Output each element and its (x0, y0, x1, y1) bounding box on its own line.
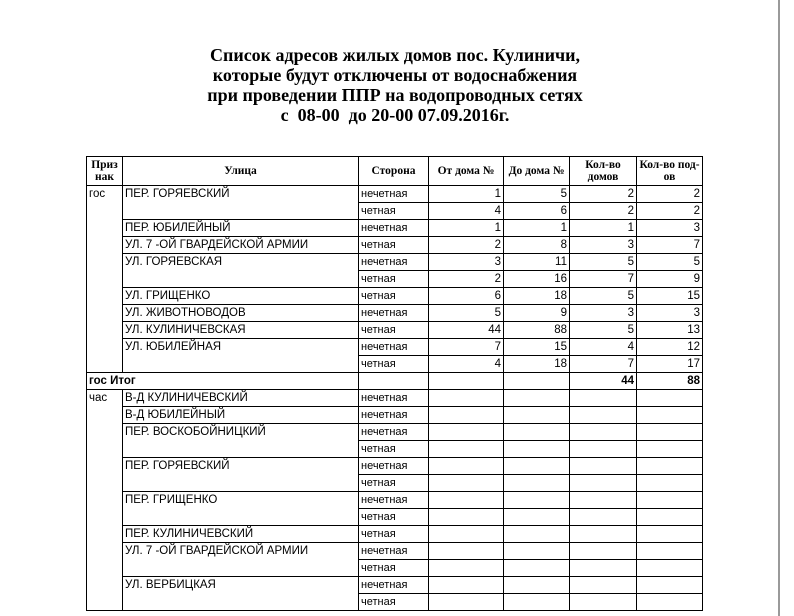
from-house-cell (429, 543, 504, 560)
gos-section (87, 186, 703, 373)
from-house-cell: 6 (429, 288, 504, 305)
houses-count-cell (570, 526, 637, 543)
table-row (87, 220, 703, 237)
entrances-count-cell (637, 475, 703, 492)
gos-total-row (87, 373, 703, 390)
side-cell: четная (359, 203, 429, 220)
street-name: УЛ. ГОРЯЕВСКАЯ (123, 254, 359, 288)
to-house-cell: 1 (504, 220, 570, 237)
from-house-cell: 4 (429, 203, 504, 220)
to-house-cell (504, 543, 570, 560)
side-cell: четная (359, 356, 429, 373)
houses-count-cell: 2 (570, 203, 637, 220)
entrances-count-cell (637, 492, 703, 509)
to-house-cell (504, 509, 570, 526)
entrances-count-cell (637, 458, 703, 475)
table-row (87, 492, 703, 509)
street-name: УЛ. ГРИЩЕНКО (123, 288, 359, 305)
table-row (87, 526, 703, 543)
from-house-cell: 2 (429, 271, 504, 288)
to-house-cell (504, 526, 570, 543)
table-row (87, 254, 703, 271)
table-cell (359, 373, 429, 390)
table-cell (504, 373, 570, 390)
header-row (87, 157, 703, 186)
side-cell: четная (359, 237, 429, 254)
side-cell: нечетная (359, 458, 429, 475)
houses-count-cell: 3 (570, 305, 637, 322)
to-house-cell: 18 (504, 356, 570, 373)
from-house-cell: 44 (429, 322, 504, 339)
street-name: УЛ. КУЛИНИЧЕВСКАЯ (123, 322, 359, 339)
to-house-cell (504, 441, 570, 458)
entrances-count-cell: 9 (637, 271, 703, 288)
from-house-cell (429, 577, 504, 594)
to-house-cell (504, 390, 570, 407)
entrances-count-cell (637, 407, 703, 424)
from-house-cell (429, 458, 504, 475)
entrances-count-cell (637, 509, 703, 526)
to-house-cell: 11 (504, 254, 570, 271)
col-header-from: От дома № (429, 157, 504, 186)
side-cell: нечетная (359, 254, 429, 271)
side-cell: четная (359, 509, 429, 526)
side-cell: четная (359, 288, 429, 305)
title-line-4: с 08-00 до 20-00 07.09.2016г. (280, 105, 510, 125)
street-name: УЛ. 7 -ОЙ ГВАРДЕЙСКОЙ АРМИИ (123, 543, 359, 577)
table-row (87, 322, 703, 339)
col-header-to: До дома № (504, 157, 570, 186)
gos-total-section (87, 373, 703, 390)
col-header-entrances: Кол-во под-ов (637, 157, 703, 186)
side-cell: нечетная (359, 424, 429, 441)
side-cell: нечетная (359, 407, 429, 424)
side-cell: нечетная (359, 492, 429, 509)
table-row (87, 543, 703, 560)
houses-count-cell: 4 (570, 339, 637, 356)
col-header-street: Улица (123, 157, 359, 186)
from-house-cell: 1 (429, 220, 504, 237)
side-cell: четная (359, 560, 429, 577)
gos-total-houses: 44 (570, 373, 637, 390)
title-line-3: при проведении ППР на водопроводных сетях (207, 85, 583, 105)
from-house-cell: 2 (429, 237, 504, 254)
entrances-count-cell: 3 (637, 220, 703, 237)
to-house-cell: 6 (504, 203, 570, 220)
side-cell: нечетная (359, 390, 429, 407)
houses-count-cell (570, 509, 637, 526)
entrances-count-cell: 12 (637, 339, 703, 356)
table-row (87, 390, 703, 407)
from-house-cell (429, 526, 504, 543)
from-house-cell (429, 441, 504, 458)
from-house-cell (429, 560, 504, 577)
table-row (87, 458, 703, 475)
to-house-cell (504, 594, 570, 611)
from-house-cell (429, 509, 504, 526)
to-house-cell: 9 (504, 305, 570, 322)
to-house-cell: 5 (504, 186, 570, 203)
houses-count-cell (570, 560, 637, 577)
from-house-cell: 3 (429, 254, 504, 271)
street-name: В-Д КУЛИНИЧЕВСКИЙ (123, 390, 359, 407)
entrances-count-cell: 5 (637, 254, 703, 271)
to-house-cell (504, 492, 570, 509)
houses-count-cell: 1 (570, 220, 637, 237)
side-cell: четная (359, 441, 429, 458)
street-name: ПЕР. ГОРЯЕВСКИЙ (123, 458, 359, 492)
houses-count-cell: 7 (570, 271, 637, 288)
houses-count-cell (570, 390, 637, 407)
side-cell: нечетная (359, 543, 429, 560)
document-title (0, 45, 790, 125)
street-name: ПЕР. ЮБИЛЕЙНЫЙ (123, 220, 359, 237)
from-house-cell (429, 475, 504, 492)
street-name: ПЕР. КУЛИНИЧЕВСКИЙ (123, 526, 359, 543)
gos-total-label: гос Итог (87, 373, 359, 390)
chas-section (87, 390, 703, 611)
side-cell: нечетная (359, 577, 429, 594)
table-row (87, 424, 703, 441)
to-house-cell: 8 (504, 237, 570, 254)
from-house-cell (429, 390, 504, 407)
entrances-count-cell (637, 594, 703, 611)
entrances-count-cell: 7 (637, 237, 703, 254)
table-row (87, 305, 703, 322)
street-name: УЛ. ЖИВОТНОВОДОВ (123, 305, 359, 322)
houses-count-cell: 7 (570, 356, 637, 373)
side-cell: нечетная (359, 186, 429, 203)
houses-count-cell (570, 543, 637, 560)
entrances-count-cell (637, 424, 703, 441)
houses-count-cell (570, 577, 637, 594)
street-name: ПЕР. ГРИЩЕНКО (123, 492, 359, 526)
side-cell: нечетная (359, 339, 429, 356)
to-house-cell (504, 475, 570, 492)
table-row (87, 577, 703, 594)
entrances-count-cell: 13 (637, 322, 703, 339)
title-line-2: которые будут отключены от водоснабжения (212, 65, 578, 85)
street-name: ПЕР. ГОРЯЕВСКИЙ (123, 186, 359, 220)
to-house-cell: 15 (504, 339, 570, 356)
street-name: В-Д ЮБИЛЕЙНЫЙ (123, 407, 359, 424)
to-house-cell: 18 (504, 288, 570, 305)
from-house-cell: 4 (429, 356, 504, 373)
entrances-count-cell (637, 543, 703, 560)
col-header-houses: Кол-во домов (570, 157, 637, 186)
priznak-cell: час (87, 390, 123, 611)
table-row (87, 288, 703, 305)
to-house-cell (504, 458, 570, 475)
gos-total-entrances: 88 (637, 373, 703, 390)
to-house-cell (504, 424, 570, 441)
title-line-1: Список адресов жилых домов пос. Кулиничи, (209, 45, 581, 65)
houses-count-cell (570, 594, 637, 611)
street-name: УЛ. 7 -ОЙ ГВАРДЕЙСКОЙ АРМИИ (123, 237, 359, 254)
houses-count-cell (570, 475, 637, 492)
to-house-cell (504, 577, 570, 594)
houses-count-cell (570, 424, 637, 441)
entrances-count-cell (637, 560, 703, 577)
entrances-count-cell: 15 (637, 288, 703, 305)
table-row (87, 237, 703, 254)
table-row (87, 186, 703, 203)
houses-count-cell: 3 (570, 237, 637, 254)
from-house-cell (429, 492, 504, 509)
table-row (87, 407, 703, 424)
side-cell: четная (359, 526, 429, 543)
table-cell (429, 373, 504, 390)
from-house-cell: 7 (429, 339, 504, 356)
col-header-side: Сторона (359, 157, 429, 186)
to-house-cell (504, 407, 570, 424)
col-header-priznak: Приз нак (87, 157, 123, 186)
to-house-cell: 88 (504, 322, 570, 339)
houses-count-cell: 5 (570, 322, 637, 339)
houses-count-cell: 2 (570, 186, 637, 203)
entrances-count-cell: 3 (637, 305, 703, 322)
entrances-count-cell (637, 526, 703, 543)
side-cell: нечетная (359, 305, 429, 322)
from-house-cell: 5 (429, 305, 504, 322)
houses-count-cell (570, 492, 637, 509)
entrances-count-cell: 2 (637, 203, 703, 220)
to-house-cell (504, 560, 570, 577)
houses-count-cell (570, 458, 637, 475)
side-cell: четная (359, 271, 429, 288)
street-name: УЛ. ЮБИЛЕЙНАЯ (123, 339, 359, 373)
houses-count-cell: 5 (570, 254, 637, 271)
houses-count-cell (570, 441, 637, 458)
address-table (86, 156, 703, 611)
entrances-count-cell (637, 577, 703, 594)
entrances-count-cell: 17 (637, 356, 703, 373)
houses-count-cell (570, 407, 637, 424)
from-house-cell (429, 424, 504, 441)
table-row (87, 339, 703, 356)
side-cell: четная (359, 475, 429, 492)
street-name: ПЕР. ВОСКОБОЙНИЦКИЙ (123, 424, 359, 458)
to-house-cell: 16 (504, 271, 570, 288)
side-cell: четная (359, 322, 429, 339)
side-cell: нечетная (359, 220, 429, 237)
from-house-cell (429, 594, 504, 611)
from-house-cell (429, 407, 504, 424)
from-house-cell: 1 (429, 186, 504, 203)
priznak-cell: гос (87, 186, 123, 373)
entrances-count-cell (637, 390, 703, 407)
entrances-count-cell: 2 (637, 186, 703, 203)
entrances-count-cell (637, 441, 703, 458)
street-name: УЛ. ВЕРБИЦКАЯ (123, 577, 359, 611)
side-cell: четная (359, 594, 429, 611)
houses-count-cell: 5 (570, 288, 637, 305)
